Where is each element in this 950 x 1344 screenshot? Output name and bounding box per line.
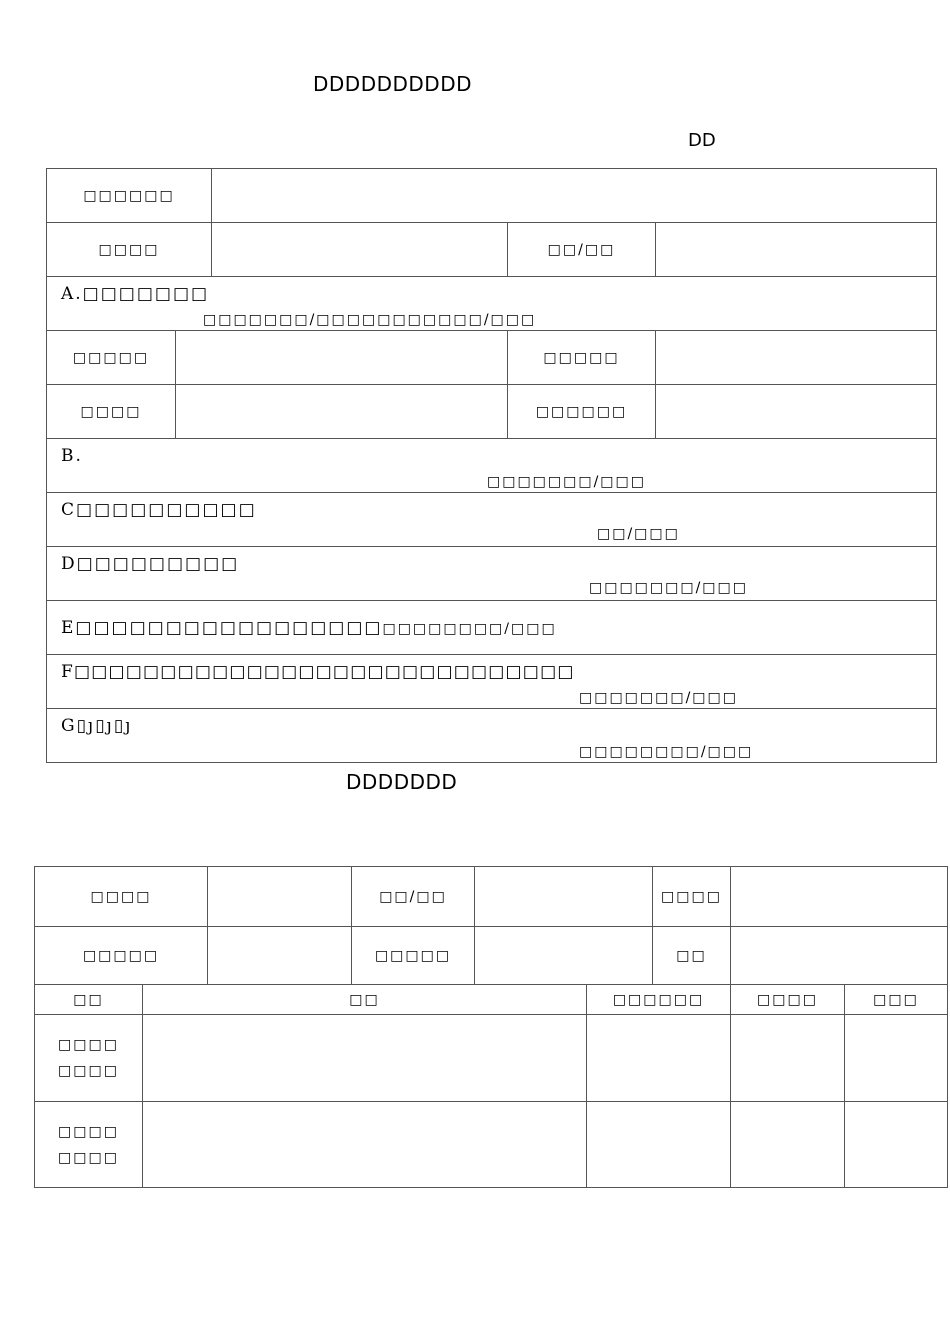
document-title: DDDDDDDDDD bbox=[313, 72, 473, 96]
section-a-heading: A.□□□□□□□ bbox=[61, 283, 210, 304]
section-c-heading: C□□□□□□□□□□ bbox=[61, 499, 257, 520]
section-f-heading: F□□□□□□□□□□□□□□□□□□□□□□□□□□□□□ bbox=[61, 661, 575, 682]
record-input-cell[interactable] bbox=[587, 1102, 731, 1188]
form-input-cell[interactable] bbox=[656, 385, 937, 439]
section-c[interactable] bbox=[47, 493, 937, 547]
form-label: □□□□ bbox=[47, 385, 176, 439]
section-b[interactable] bbox=[47, 439, 937, 493]
column-header: □□□ bbox=[845, 985, 948, 1015]
section-e-heading: E□□□□□□□□□□□□□□□□□□□□□□□□□/□□□ bbox=[61, 617, 557, 638]
column-header: □□□□ bbox=[731, 985, 845, 1015]
record-input-cell[interactable] bbox=[143, 1015, 587, 1102]
section-d[interactable] bbox=[47, 547, 937, 601]
section-d-heading: D□□□□□□□□□ bbox=[61, 553, 240, 574]
form-input-cell[interactable] bbox=[656, 223, 937, 277]
record-input-cell[interactable] bbox=[731, 1015, 845, 1102]
section-g-note: □□□□□□□□/□□□ bbox=[579, 743, 754, 760]
section-g-heading: G▯ȷ▯ȷ▯ȷ bbox=[61, 715, 133, 736]
form-input-cell[interactable] bbox=[212, 223, 508, 277]
section-b-heading: B. bbox=[61, 445, 83, 466]
record-input-cell[interactable] bbox=[208, 927, 352, 985]
section-d-note: □□□□□□□/□□□ bbox=[589, 579, 748, 596]
record-input-cell[interactable] bbox=[731, 1102, 845, 1188]
form-label: □□□□ bbox=[47, 223, 212, 277]
form-input-cell[interactable] bbox=[656, 331, 937, 385]
section-g[interactable] bbox=[47, 709, 937, 763]
record-input-cell[interactable] bbox=[587, 1015, 731, 1102]
record-label: □□□□□ bbox=[352, 927, 475, 985]
row-label: □□□□ □□□□ bbox=[35, 1015, 143, 1102]
record-label: □□ bbox=[653, 927, 731, 985]
application-form-table bbox=[46, 168, 937, 763]
record-input-cell[interactable] bbox=[731, 927, 948, 985]
form-input-cell[interactable] bbox=[176, 331, 508, 385]
section-f[interactable] bbox=[47, 655, 937, 709]
record-label: □□□□□ bbox=[35, 927, 208, 985]
record-input-cell[interactable] bbox=[731, 867, 948, 927]
section-a[interactable] bbox=[47, 277, 937, 331]
column-header: □□□□□□ bbox=[587, 985, 731, 1015]
column-header: □□ bbox=[35, 985, 143, 1015]
document-subtitle: DD bbox=[688, 130, 716, 151]
row-label: □□□□ □□□□ bbox=[35, 1102, 143, 1188]
record-input-cell[interactable] bbox=[475, 867, 653, 927]
record-label: □□□□ bbox=[653, 867, 731, 927]
record-input-cell[interactable] bbox=[475, 927, 653, 985]
form-label: □□□□□□ bbox=[508, 385, 656, 439]
table-row bbox=[35, 1102, 948, 1188]
section-b-note: □□□□□□□/□□□ bbox=[487, 473, 646, 490]
form-label: □□□□□ bbox=[508, 331, 656, 385]
section-e-note: □□□□□□□□/□□□ bbox=[382, 620, 557, 637]
record-label: □□□□ bbox=[35, 867, 208, 927]
column-header: □□ bbox=[143, 985, 587, 1015]
record-input-cell[interactable] bbox=[845, 1015, 948, 1102]
record-label: □□/□□ bbox=[352, 867, 475, 927]
form-label: □□□□□ bbox=[47, 331, 176, 385]
form-label: □□/□□ bbox=[508, 223, 656, 277]
record-input-cell[interactable] bbox=[143, 1102, 587, 1188]
section-e[interactable] bbox=[47, 601, 937, 655]
form-input-cell[interactable] bbox=[176, 385, 508, 439]
section-c-note: □□/□□□ bbox=[597, 525, 680, 542]
section-a-note: □□□□□□□/□□□□□□□□□□□/□□□ bbox=[203, 311, 537, 328]
record-input-cell[interactable] bbox=[845, 1102, 948, 1188]
form-input-cell[interactable] bbox=[212, 169, 937, 223]
record-input-cell[interactable] bbox=[208, 867, 352, 927]
section-f-note: □□□□□□□/□□□ bbox=[579, 689, 738, 706]
record-table bbox=[34, 866, 948, 1188]
section-2-title: DDDDDDD bbox=[346, 770, 458, 794]
table-row bbox=[35, 1015, 948, 1102]
form-label: □□□□□□ bbox=[47, 169, 212, 223]
